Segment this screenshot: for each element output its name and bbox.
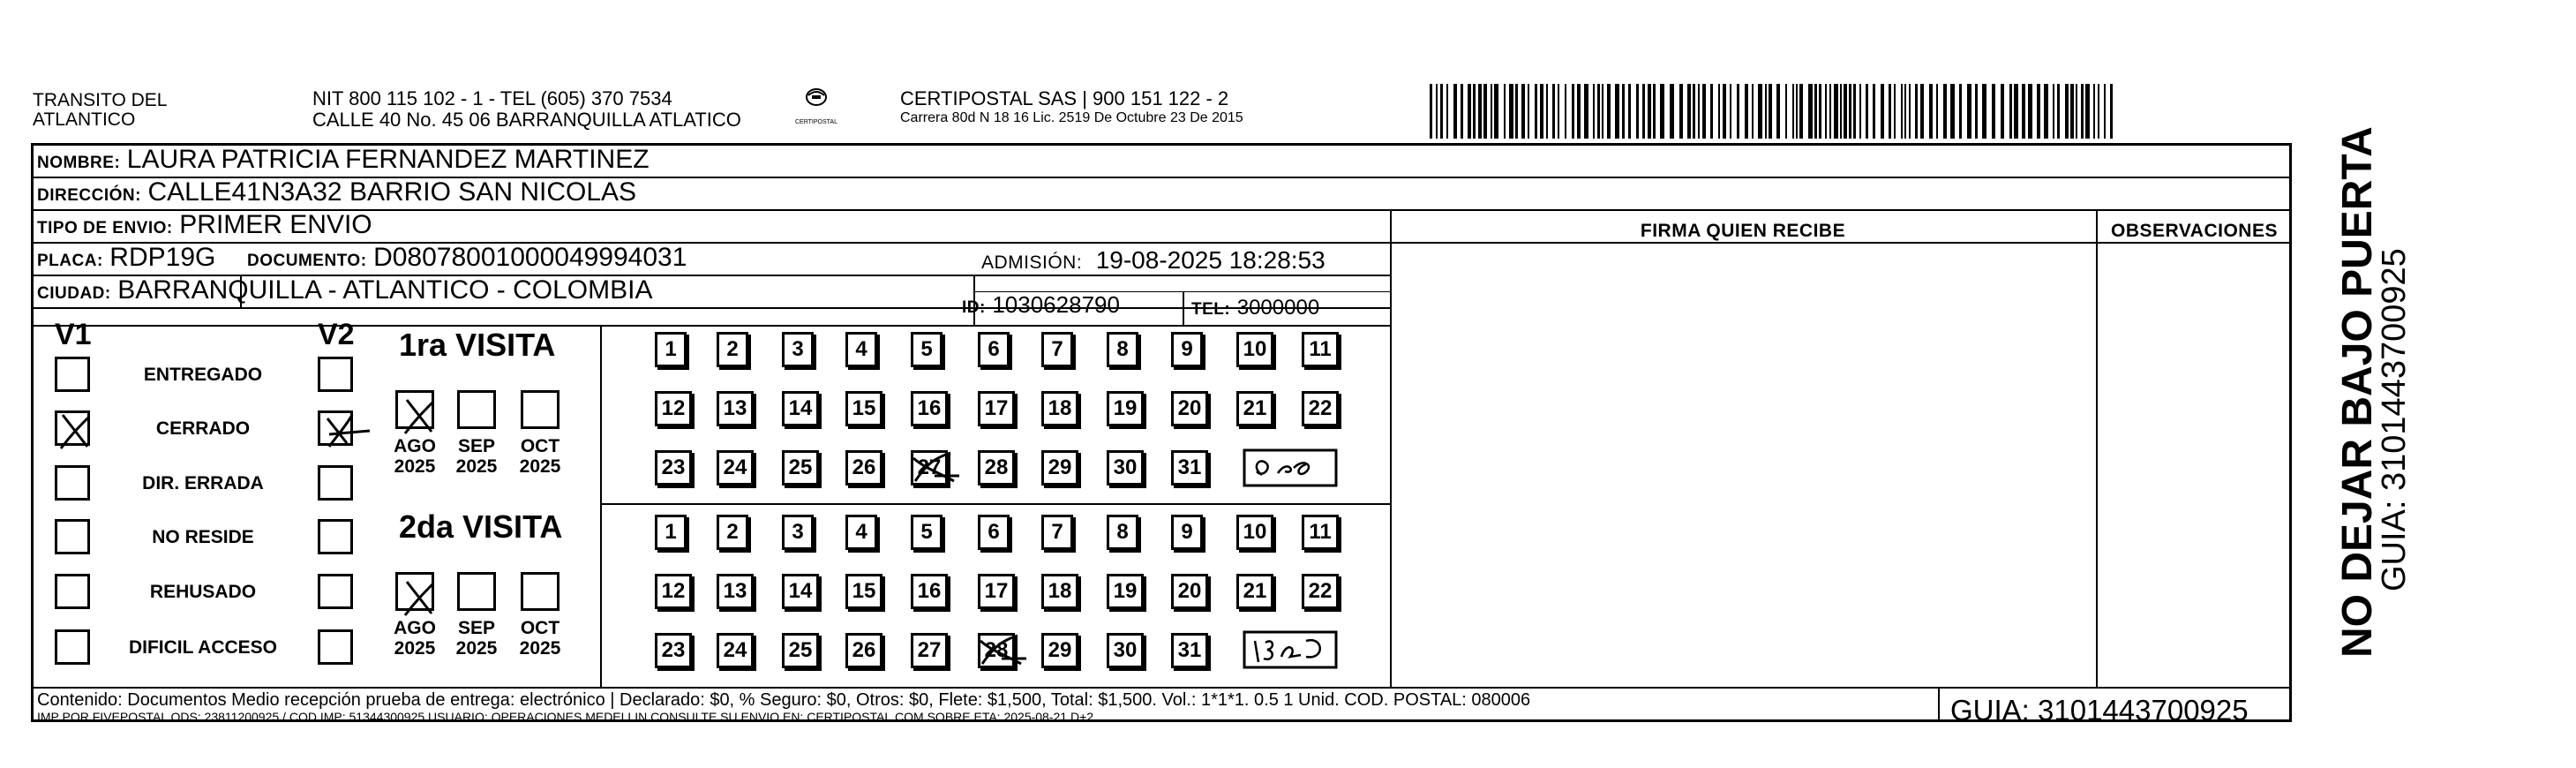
- rule: [31, 687, 2292, 689]
- day-cell[interactable]: 18: [1041, 391, 1078, 426]
- barcode-bar: [1615, 84, 1619, 139]
- day-cell[interactable]: 9: [1171, 332, 1203, 367]
- day-cell[interactable]: 29: [1041, 633, 1078, 668]
- barcode-bar: [2085, 84, 2090, 139]
- day-cell[interactable]: 15: [845, 391, 882, 426]
- day-cell[interactable]: 21: [1236, 574, 1273, 609]
- day-cell[interactable]: 21: [1236, 391, 1273, 426]
- firma-label: FIRMA QUIEN RECIBE: [1640, 221, 1846, 241]
- admision-field: [981, 247, 1326, 276]
- month-year: 2025: [455, 638, 498, 659]
- barcode-bar: [1799, 84, 1803, 139]
- barcode-bar: [1436, 84, 1438, 139]
- v2-checkbox[interactable]: [318, 519, 353, 554]
- barcode-bar: [1693, 84, 1695, 139]
- barcode-bar: [1723, 84, 1726, 139]
- barcode-bar: [1808, 84, 1813, 139]
- svg-text:CERTIPOSTAL: CERTIPOSTAL: [795, 119, 837, 125]
- day-cell[interactable]: 23: [655, 633, 692, 668]
- placa-field: [37, 245, 215, 275]
- month-checkbox[interactable]: [395, 390, 434, 429]
- barcode-bar: [1730, 84, 1731, 139]
- day-cell[interactable]: 8: [1107, 515, 1138, 550]
- direccion-label: DIRECCIÓN:: [37, 186, 141, 205]
- rule: [31, 307, 1390, 309]
- direccion-row: [37, 179, 636, 209]
- day-cell[interactable]: 31: [1171, 633, 1208, 668]
- barcode-bar: [2022, 84, 2025, 139]
- barcode-bar: [1901, 84, 1903, 139]
- barcode-bar: [1660, 84, 1664, 139]
- barcode-bar: [1825, 84, 1827, 139]
- day-cell[interactable]: 5: [911, 515, 943, 550]
- rule: [1390, 209, 1392, 687]
- day-cell[interactable]: 19: [1107, 574, 1144, 609]
- company-license: Carrera 80d N 18 16 Lic. 2519 De Octubre 23 De 2015: [900, 110, 1243, 125]
- barcode-bar: [1698, 84, 1700, 139]
- barcode-bar: [1894, 84, 1896, 139]
- day-cell[interactable]: 27: [911, 633, 948, 668]
- month-name: AGO: [394, 618, 436, 638]
- month-checkbox[interactable]: [457, 390, 496, 429]
- day-cell[interactable]: 22: [1302, 391, 1339, 426]
- barcode-bar: [1982, 84, 1986, 139]
- barcode-bar: [1515, 84, 1518, 139]
- barcode-bar: [1967, 84, 1971, 139]
- footer-guia: GUIA: 3101443700925: [1950, 694, 2249, 727]
- v2-checkbox[interactable]: [318, 574, 353, 609]
- nit-line: NIT 800 115 102 - 1 - TEL (605) 370 7534: [312, 87, 672, 109]
- rule: [1938, 687, 1940, 722]
- v1-checkbox[interactable]: [55, 629, 90, 665]
- barcode-bar: [2093, 84, 2095, 139]
- barcode-bar: [1889, 84, 1891, 139]
- barcode-bar: [1546, 84, 1548, 139]
- day-cell[interactable]: 1: [655, 515, 687, 550]
- day-cell[interactable]: 31: [1171, 450, 1208, 486]
- v2-checkbox[interactable]: [318, 410, 353, 446]
- observaciones-label: OBSERVACIONES: [2111, 221, 2278, 241]
- barcode-bar: [1936, 84, 1938, 139]
- barcode-bar: [1792, 84, 1794, 139]
- barcode-bar: [1473, 84, 1476, 139]
- barcode-bar: [1904, 84, 1906, 139]
- day-cell[interactable]: 9: [1171, 515, 1203, 550]
- day-cell[interactable]: 7: [1041, 515, 1073, 550]
- day-cell[interactable]: 13: [717, 391, 754, 426]
- barcode-bar: [1796, 84, 1798, 139]
- barcode-bar: [1866, 84, 1868, 139]
- v2-checkbox[interactable]: [318, 465, 353, 501]
- barcode-bar: [1752, 84, 1754, 139]
- barcode-bar: [1565, 84, 1566, 139]
- day-cell[interactable]: 4: [845, 332, 877, 367]
- month-checkbox[interactable]: [395, 572, 434, 611]
- day-cell[interactable]: 1: [655, 332, 687, 367]
- check-mark-icon: [398, 575, 446, 622]
- v1-checkbox[interactable]: [55, 574, 90, 609]
- status-label: REHUSADO: [149, 582, 257, 602]
- company-info: [900, 88, 1243, 127]
- barcode-bar: [1622, 84, 1625, 139]
- barcode-bar: [1648, 84, 1651, 139]
- barcode-bar: [1710, 84, 1713, 139]
- barcode-bar: [2081, 84, 2084, 139]
- day-cell[interactable]: 13: [717, 574, 754, 609]
- month-year: 2025: [519, 456, 561, 477]
- barcode-bar: [1909, 84, 1911, 139]
- second-visit-title: 2da VISITA: [399, 508, 563, 545]
- barcode-bar: [1975, 84, 1978, 139]
- month-checkbox[interactable]: [521, 390, 560, 429]
- v2-checkbox[interactable]: [318, 629, 353, 665]
- v1-checkbox[interactable]: [55, 465, 90, 501]
- handwritten-note-first: [1243, 448, 1348, 493]
- barcode-bar: [1478, 84, 1482, 139]
- barcode-bar: [2001, 84, 2004, 139]
- barcode-bar: [1642, 84, 1645, 139]
- v1-checkbox[interactable]: [55, 519, 90, 554]
- day-cell[interactable]: 20: [1171, 574, 1208, 609]
- barcode-bar: [1504, 84, 1506, 139]
- v1-header: V1: [55, 318, 92, 351]
- barcode-bar: [2104, 84, 2106, 139]
- day-cell[interactable]: 6: [978, 332, 1010, 367]
- day-cell[interactable]: 12: [655, 391, 692, 426]
- day-cell[interactable]: 28: [978, 450, 1015, 486]
- barcode-bar: [1829, 84, 1831, 139]
- day-cell[interactable]: 8: [1107, 332, 1138, 367]
- sender-line-1: TRANSITO DEL: [33, 90, 168, 110]
- day-cell[interactable]: 25: [782, 633, 819, 668]
- barcode-bar: [1440, 84, 1443, 139]
- day-cell[interactable]: 19: [1107, 391, 1144, 426]
- barcode-bar: [1577, 84, 1581, 139]
- nombre-label: NOMBRE:: [37, 154, 121, 172]
- day-cell[interactable]: 3: [782, 332, 814, 367]
- barcode-bar: [1745, 84, 1748, 139]
- barcode-bar: [1718, 84, 1720, 139]
- barcode-bar: [1552, 84, 1555, 139]
- check-mark-icon: [975, 629, 1028, 678]
- barcode-bar: [1687, 84, 1691, 139]
- day-cell[interactable]: 24: [717, 633, 754, 668]
- admision-value: 19-08-2025 18:28:53: [1095, 246, 1326, 274]
- admision-label: ADMISIÓN:: [981, 252, 1083, 273]
- status-label: CERRADO: [155, 418, 251, 439]
- v1-checkbox[interactable]: [55, 357, 90, 392]
- month-year: 2025: [394, 456, 436, 477]
- tel-value: 3000000: [1236, 296, 1320, 320]
- barcode: [1430, 84, 2122, 139]
- day-cell[interactable]: 2: [717, 515, 748, 550]
- barcode-bar: [1859, 84, 1861, 139]
- barcode-bar: [2070, 84, 2074, 139]
- v2-checkbox[interactable]: [318, 357, 353, 392]
- status-label: DIR. ERRADA: [142, 473, 264, 493]
- barcode-bar: [1679, 84, 1683, 139]
- barcode-bar: [2037, 84, 2040, 139]
- barcode-bar: [1844, 84, 1847, 139]
- barcode-bar: [1765, 84, 1767, 139]
- day-cell[interactable]: 20: [1171, 391, 1208, 426]
- day-cell[interactable]: 18: [1041, 574, 1078, 609]
- barcode-bar: [1430, 84, 1432, 139]
- month-label: [450, 436, 503, 477]
- barcode-bar: [1607, 84, 1611, 139]
- barcode-bar: [1758, 84, 1762, 139]
- barcode-bar: [1881, 84, 1884, 139]
- month-label: [514, 618, 567, 659]
- barcode-bar: [1849, 84, 1851, 139]
- month-label: [450, 618, 503, 659]
- barcode-bar: [1535, 84, 1537, 139]
- barcode-bar: [2098, 84, 2099, 139]
- barcode-bar: [2065, 84, 2069, 139]
- observaciones-header: [2099, 215, 2290, 245]
- v1-checkbox[interactable]: [55, 410, 90, 446]
- check-mark-icon: [54, 408, 101, 456]
- id-label: ID:: [962, 298, 986, 317]
- barcode-bar: [1572, 84, 1574, 139]
- barcode-bar: [1737, 84, 1739, 139]
- barcode-bar: [1453, 84, 1457, 139]
- barcode-bar: [1819, 84, 1821, 139]
- status-label: DIFICIL ACCESO: [128, 637, 277, 658]
- guia-vertical: GUIA: 3101443700925: [2376, 248, 2413, 591]
- barcode-bar: [1840, 84, 1842, 139]
- barcode-bar: [1509, 84, 1513, 139]
- ciudad-value: BARRANQUILLA - ATLANTICO - COLOMBIA: [117, 275, 653, 305]
- barcode-bar: [1461, 84, 1463, 139]
- barcode-bar: [1636, 84, 1639, 139]
- barcode-bar: [2009, 84, 2012, 139]
- logo-icon: [794, 85, 838, 129]
- day-cell[interactable]: 10: [1236, 515, 1273, 550]
- day-cell[interactable]: 6: [978, 515, 1010, 550]
- barcode-bar: [1483, 84, 1487, 139]
- placa-label: PLACA:: [37, 252, 103, 270]
- footer-print-line: IMP POR FIVEPOSTAL ODS: 23811200925 / COD.IMP: 51344300925 USUARIO: OPERACIONES MEDELLIN CONSULTE SU ENVIO EN: CERTIPOSTAL.COM SOBRE ETA: 2025-08-21 D+2: [37, 710, 1094, 724]
- sender-line-2: ATLANTICO: [33, 109, 136, 130]
- barcode-bar: [1628, 84, 1631, 139]
- first-visit-title: 1ra VISITA: [399, 327, 556, 363]
- day-cell[interactable]: 12: [655, 574, 692, 609]
- footer-content-line: Contenido: Documentos Medio recepción prueba de entrega: electrónico | Declarado: $0, % Seguro: $0, Otros: $0, Flete: $1,500, Total: $1,500. Vol.: 1*1*1. 0.5 1 Unid. COD. POSTAL: 080006: [37, 690, 1531, 710]
- status-label: ENTREGADO: [143, 365, 263, 385]
- company-name: CERTIPOSTAL SAS | 900 151 122 - 2: [900, 87, 1229, 109]
- barcode-bar: [2053, 84, 2054, 139]
- day-cell[interactable]: 26: [845, 633, 882, 668]
- barcode-bar: [2014, 84, 2018, 139]
- tipo-envio-row: [37, 212, 372, 242]
- month-label: [388, 436, 441, 477]
- barcode-bar: [1670, 84, 1674, 139]
- barcode-bar: [1873, 84, 1875, 139]
- barcode-bar: [1528, 84, 1529, 139]
- barcode-bar: [1446, 84, 1448, 139]
- day-cell[interactable]: 16: [911, 574, 948, 609]
- day-cell[interactable]: 14: [782, 391, 819, 426]
- month-name: SEP: [457, 618, 496, 638]
- day-cell[interactable]: 30: [1107, 633, 1144, 668]
- day-cell[interactable]: 10: [1236, 332, 1273, 367]
- placa-value: RDP19G: [109, 243, 216, 272]
- month-name: OCT: [520, 618, 560, 638]
- day-cell[interactable]: 7: [1041, 332, 1073, 367]
- barcode-bar: [2110, 84, 2113, 139]
- barcode-bar: [1959, 84, 1962, 139]
- day-cell[interactable]: 22: [1302, 574, 1339, 609]
- day-cell[interactable]: 14: [782, 574, 819, 609]
- month-name: AGO: [394, 436, 436, 456]
- documento-value: D08078001000049994031: [373, 243, 687, 272]
- rule: [600, 325, 602, 687]
- day-cell[interactable]: 25: [782, 450, 819, 486]
- barcode-bar: [1468, 84, 1471, 139]
- v2-header: V2: [318, 318, 355, 351]
- day-cell[interactable]: 30: [1107, 450, 1144, 486]
- day-cell[interactable]: 2: [717, 332, 748, 367]
- barcode-bar: [1929, 84, 1933, 139]
- day-cell[interactable]: 3: [782, 515, 814, 550]
- check-mark-icon: [317, 408, 379, 456]
- day-cell[interactable]: 24: [717, 450, 754, 486]
- barcode-bar: [1540, 84, 1543, 139]
- day-cell[interactable]: 23: [655, 450, 692, 486]
- barcode-bar: [1602, 84, 1603, 139]
- check-mark-icon: [908, 446, 961, 495]
- day-cell[interactable]: 15: [845, 574, 882, 609]
- rule: [2096, 209, 2098, 687]
- address-line: CALLE 40 No. 45 06 BARRANQUILLA ATLATICO: [312, 109, 741, 131]
- tipo-envio-label: TIPO DE ENVIO:: [37, 219, 173, 237]
- barcode-bar: [1491, 84, 1492, 139]
- day-cell[interactable]: 11: [1302, 515, 1339, 550]
- barcode-bar: [1834, 84, 1838, 139]
- month-checkbox[interactable]: [521, 572, 560, 611]
- sender-contact: [312, 88, 741, 131]
- barcode-bar: [1584, 84, 1588, 139]
- barcode-bar: [1992, 84, 1995, 139]
- barcode-bar: [1494, 84, 1498, 139]
- barcode-bar: [1593, 84, 1595, 139]
- rule: [2290, 209, 2292, 687]
- barcode-bar: [1950, 84, 1955, 139]
- barcode-bar: [1521, 84, 1525, 139]
- barcode-bar: [1915, 84, 1918, 139]
- day-cell[interactable]: 11: [1302, 332, 1339, 367]
- handwritten-note-second: [1243, 630, 1348, 674]
- barcode-bar: [1814, 84, 1817, 139]
- ciudad-field: [37, 277, 652, 307]
- tel-label: TEL:: [1191, 300, 1231, 319]
- day-cell[interactable]: 29: [1041, 450, 1078, 486]
- month-year: 2025: [455, 456, 498, 477]
- day-cell[interactable]: 17: [978, 574, 1015, 609]
- day-cell[interactable]: 26: [845, 450, 882, 486]
- direccion-value: CALLE41N3A32 BARRIO SAN NICOLAS: [147, 177, 637, 207]
- firma-header: [1390, 215, 2096, 245]
- rule: [31, 325, 1390, 327]
- day-cell[interactable]: 4: [845, 515, 877, 550]
- barcode-bar: [1785, 84, 1787, 139]
- month-checkbox[interactable]: [457, 572, 496, 611]
- barcode-bar: [2044, 84, 2048, 139]
- barcode-bar: [1769, 84, 1772, 139]
- day-cell[interactable]: 16: [911, 391, 948, 426]
- month-label: [514, 436, 567, 477]
- barcode-bar: [1776, 84, 1780, 139]
- barcode-bar: [1702, 84, 1706, 139]
- barcode-bar: [1597, 84, 1600, 139]
- barcode-bar: [2076, 84, 2077, 139]
- status-label: NO RESIDE: [152, 527, 254, 547]
- barcode-bar: [1653, 84, 1656, 139]
- month-year: 2025: [519, 638, 561, 659]
- ciudad-label: CIUDAD:: [37, 284, 111, 303]
- barcode-bar: [1943, 84, 1947, 139]
- nombre-value: LAURA PATRICIA FERNANDEZ MARTINEZ: [126, 145, 650, 174]
- id-field: [962, 291, 1120, 321]
- month-label: [388, 618, 441, 659]
- rule: [1183, 291, 1184, 325]
- tel-field: [1191, 293, 1319, 323]
- barcode-bar: [2028, 84, 2032, 139]
- documento-field: [247, 245, 687, 275]
- warning-vertical: NO DEJAR BAJO PUERTA: [2334, 126, 2381, 658]
- day-cell[interactable]: 5: [911, 332, 943, 367]
- day-cell[interactable]: 27: [911, 450, 948, 486]
- documento-label: DOCUMENTO:: [247, 252, 367, 270]
- barcode-bar: [2057, 84, 2060, 139]
- tipo-envio-value: PRIMER ENVIO: [179, 210, 372, 239]
- day-cell[interactable]: 28: [978, 633, 1015, 668]
- day-cell[interactable]: 17: [978, 391, 1015, 426]
- month-name: OCT: [520, 436, 560, 456]
- sender-name: [33, 91, 167, 130]
- barcode-bar: [1920, 84, 1924, 139]
- barcode-bar: [1853, 84, 1856, 139]
- month-year: 2025: [394, 638, 436, 659]
- rule: [1390, 242, 2292, 244]
- check-mark-icon: [398, 393, 446, 440]
- certipostal-logo: [794, 85, 838, 129]
- rule: [600, 503, 1390, 505]
- barcode-bar: [1558, 84, 1559, 139]
- month-name: SEP: [457, 436, 496, 456]
- id-value: 1030628790: [992, 291, 1120, 318]
- nombre-row: [37, 147, 650, 177]
